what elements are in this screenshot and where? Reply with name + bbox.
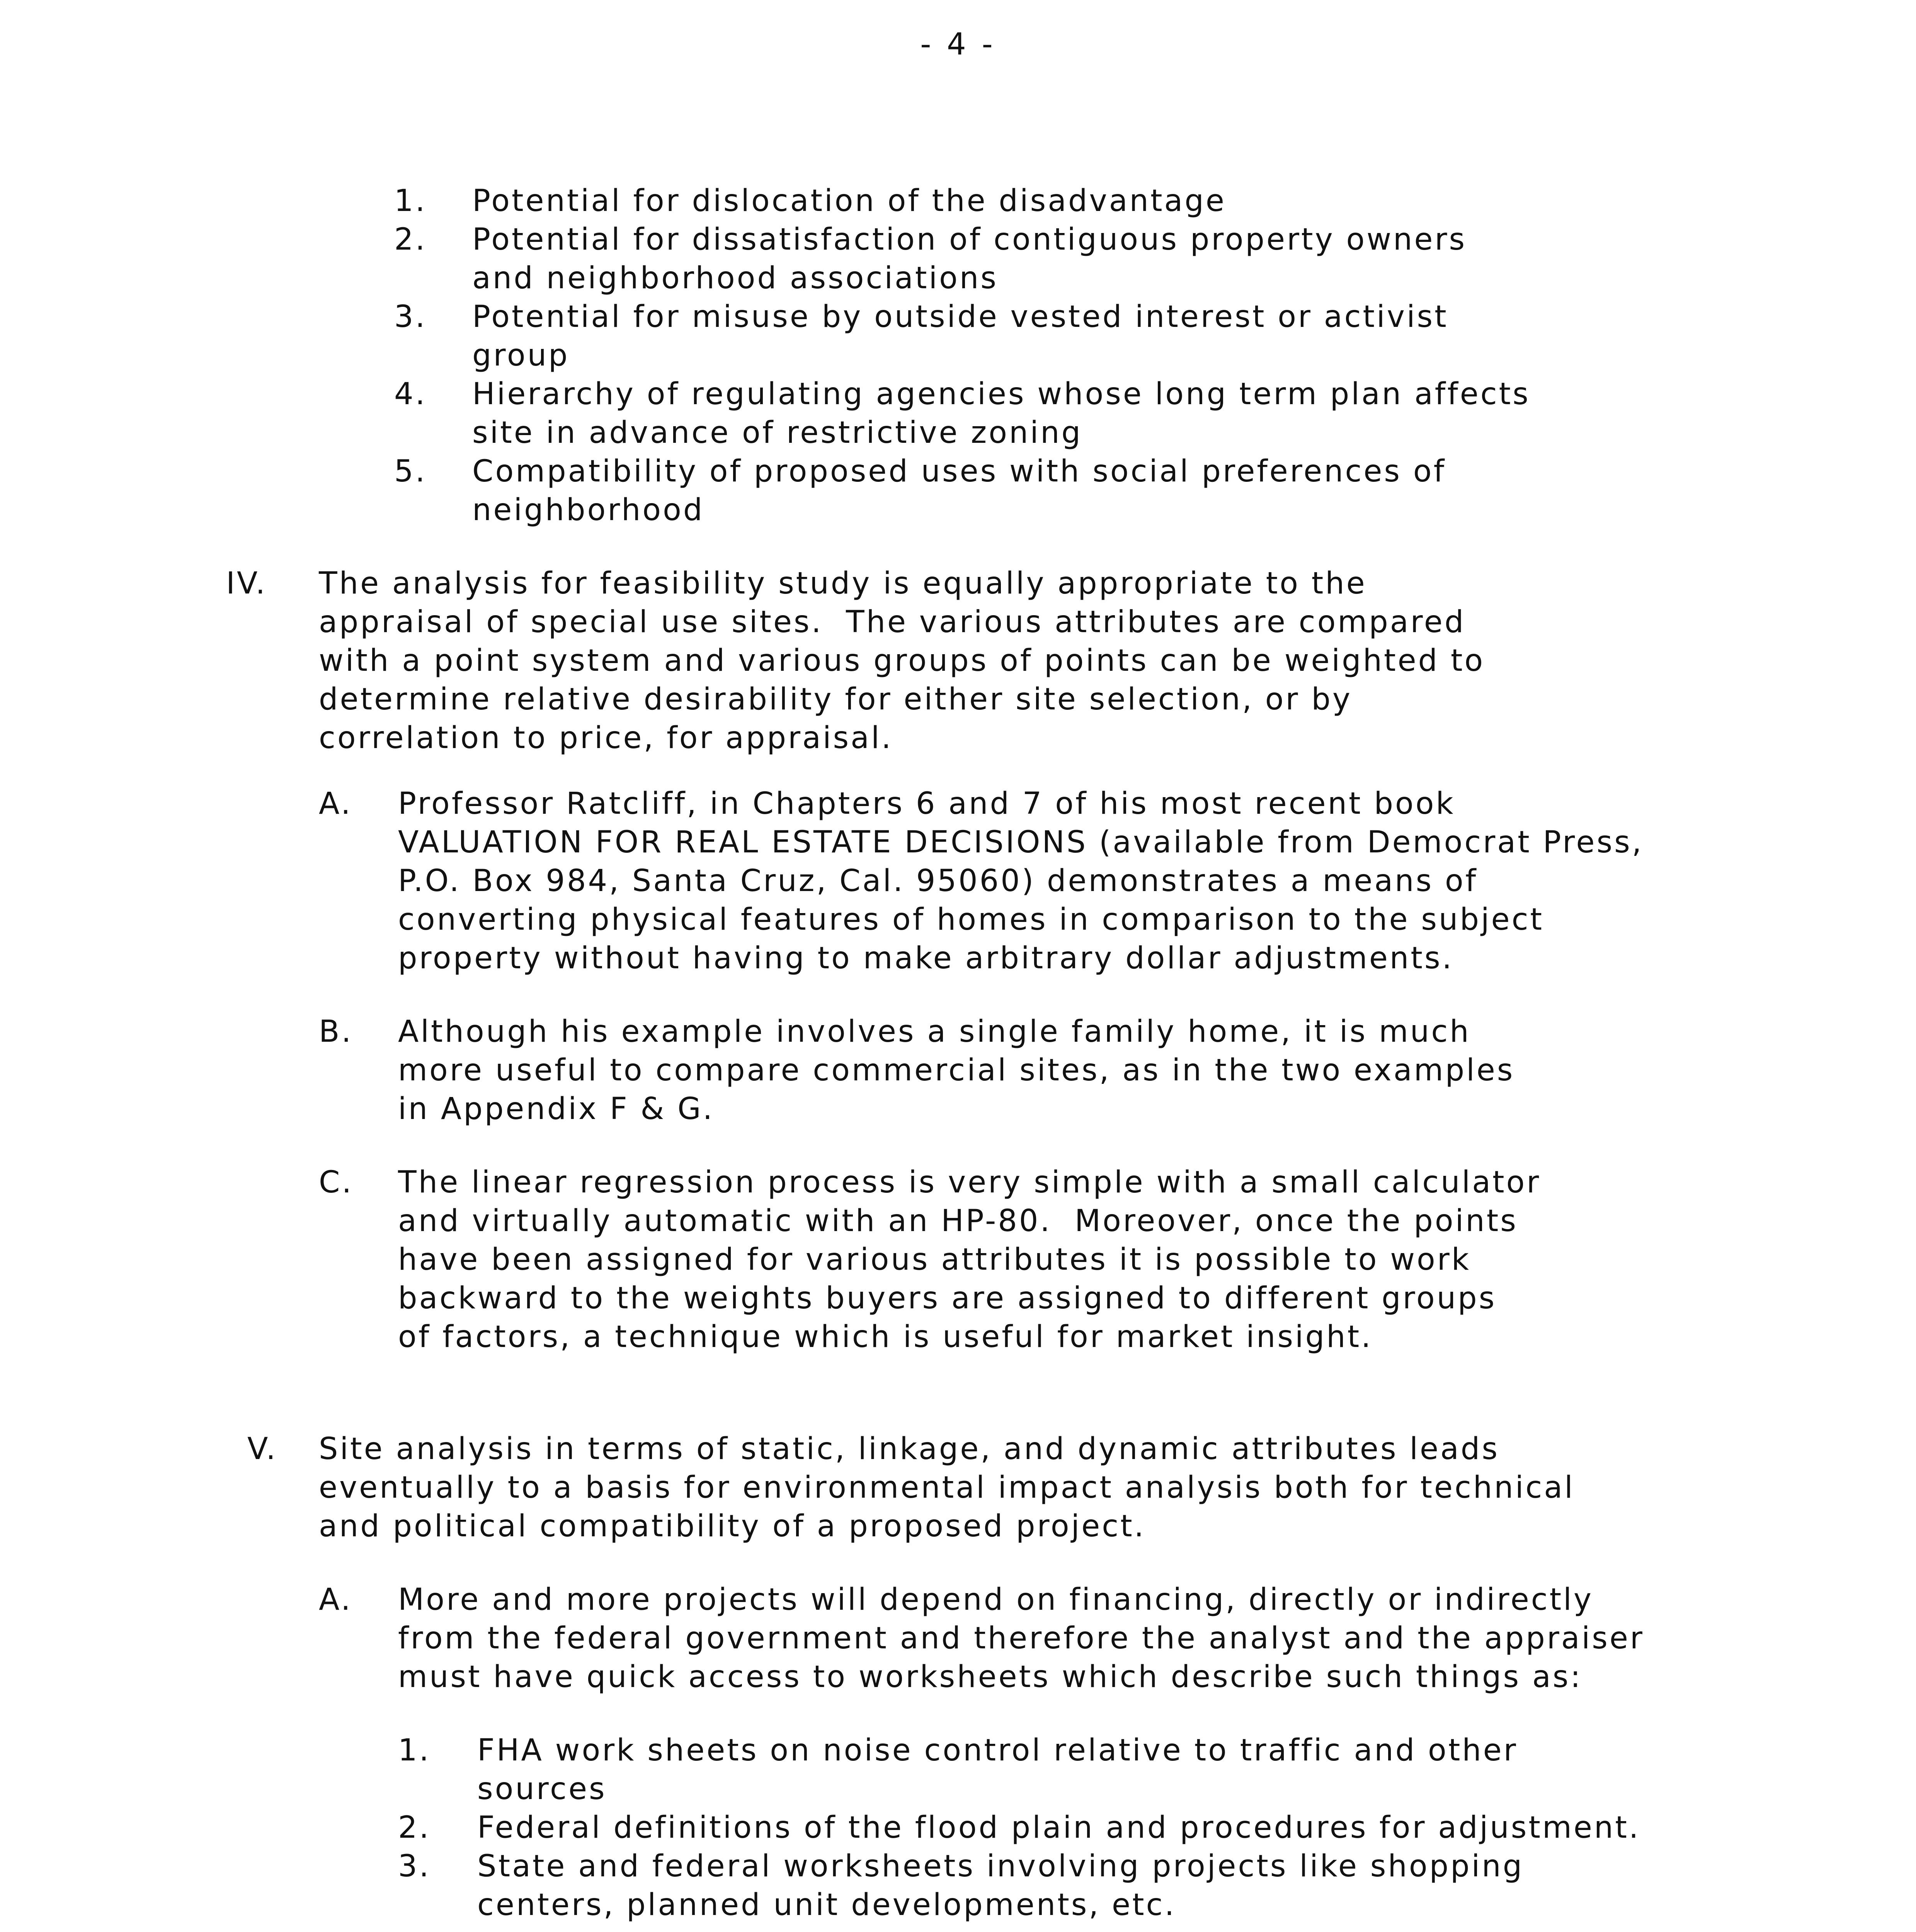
section-text: Site analysis in terms of static, linkage, and dynamic attributes leads eventually to a basis for environmental impact analysis both for technical and political compatibility of a proposed project.	[319, 1432, 1575, 1544]
list-item: Federal definitions of the flood plain and procedures for adjustment.	[477, 1810, 1640, 1845]
section-text: The analysis for feasibility study is equally appropriate to the appraisal of special use sites. The various attributes are compared with a point system and various groups of points can be weighted to determine relative desirability for either site selection, or by correlation to price, for appraisal.	[319, 566, 1485, 755]
list-number: 4.	[394, 377, 427, 412]
list-number: 3.	[394, 299, 427, 334]
item-text: Professor Ratcliff, in Chapters 6 and 7 of his most recent book VALUATION FOR REAL ESTATE DECISIONS (available from Democrat Press, P.O. Box 984, Santa Cruz, Cal. 95060) demonstrates a means of converting physical features of homes in comparison to the subject property without having to make arbitrary dollar adjustments.	[398, 786, 1644, 976]
list-number: 2.	[398, 1810, 431, 1845]
section-number: IV.	[226, 566, 267, 601]
list-item: Potential for dislocation of the disadvantage	[472, 184, 1226, 218]
list-number: 1.	[394, 184, 427, 218]
list-number: 2.	[394, 222, 427, 257]
item-label: A.	[319, 786, 352, 821]
list-item: Hierarchy of regulating agencies whose long term plan affects site in advance of restrictive zoning	[472, 377, 1530, 450]
list-number: 3.	[398, 1849, 431, 1884]
list-number: 1.	[398, 1733, 431, 1768]
section-number: V.	[247, 1432, 278, 1466]
list-item: Compatibility of proposed uses with social preferences of neighborhood	[472, 454, 1446, 527]
list-item: Potential for dissatisfaction of contiguous property owners and neighborhood associations	[472, 222, 1467, 296]
item-label: B.	[319, 1014, 353, 1049]
item-label: C.	[319, 1165, 354, 1200]
list-number: 5.	[394, 454, 427, 489]
item-text: The linear regression process is very simple with a small calculator and virtually automatic with an HP-80. Moreover, once the points have been assigned for various attributes it is possible to work backward to the weights buyers are assigned to different groups of factors, a technique which is useful for market insight.	[398, 1165, 1541, 1354]
item-label: A.	[319, 1582, 352, 1617]
list-item: State and federal worksheets involving projects like shopping centers, planned unit developments, etc.	[477, 1849, 1524, 1922]
list-item: FHA work sheets on noise control relative to traffic and other sources	[477, 1733, 1518, 1806]
list-item: Potential for misuse by outside vested interest or activist group	[472, 299, 1448, 373]
page-number: - 4 -	[920, 27, 996, 62]
item-text: More and more projects will depend on financing, directly or indirectly from the federal government and therefore the analyst and the appraiser must have quick access to worksheets which describe such things as:	[398, 1582, 1644, 1694]
item-text: Although his example involves a single family home, it is much more useful to compare commercial sites, as in the two examples in Appendix F & G.	[398, 1014, 1515, 1126]
